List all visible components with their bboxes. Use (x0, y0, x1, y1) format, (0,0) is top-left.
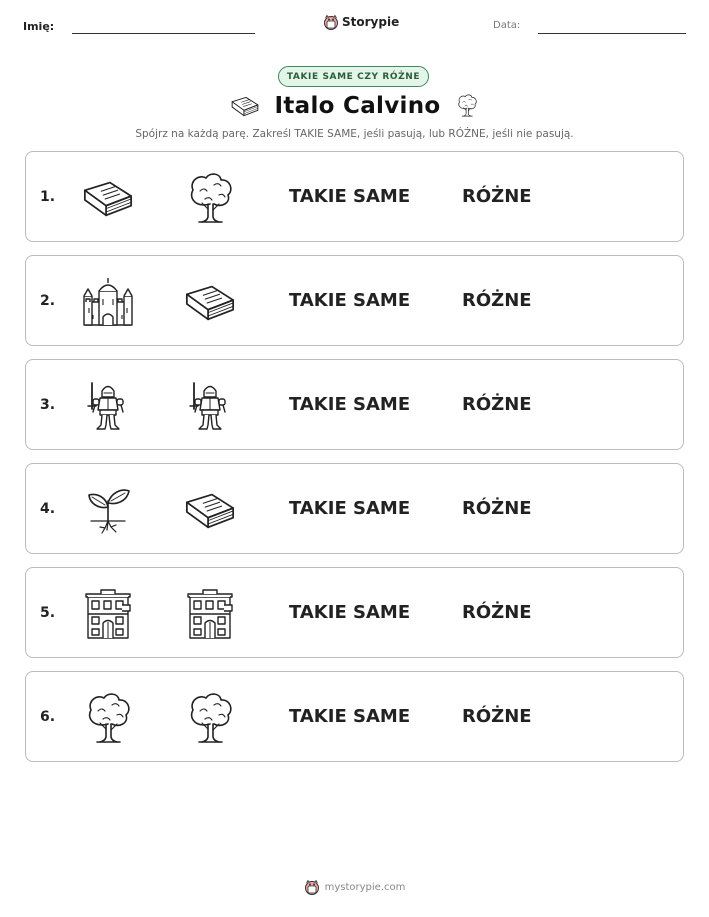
option-different[interactable]: RÓŻNE (462, 602, 532, 623)
worksheet-type-badge: TAKIE SAME CZY RÓŻNE (278, 66, 429, 87)
pair-row (25, 671, 684, 762)
castle-icon (81, 275, 135, 329)
book-icon (81, 171, 135, 225)
date-line[interactable] (538, 33, 686, 34)
option-same[interactable]: TAKIE SAME (289, 498, 411, 519)
tree-icon (455, 92, 479, 119)
row-number: 1. (40, 188, 56, 205)
tree-icon (183, 691, 237, 745)
row-number: 3. (40, 396, 56, 413)
name-label: Imię: (23, 20, 55, 33)
knight-icon (183, 379, 237, 433)
row-number: 5. (40, 604, 56, 621)
brand-name: Storypie (342, 15, 400, 29)
date-label: Data: (493, 20, 521, 31)
instructions: Spójrz na każdą parę. Zakreśl TAKIE SAME, jeśli pasują, lub RÓŻNE, jeśli nie pasują. (135, 128, 574, 140)
pair-row (25, 151, 684, 242)
option-different[interactable]: RÓŻNE (462, 706, 532, 727)
option-same[interactable]: TAKIE SAME (289, 394, 411, 415)
footer-url: mystorypie.com (324, 881, 406, 893)
book-icon (183, 275, 237, 329)
option-same[interactable]: TAKIE SAME (289, 706, 411, 727)
option-different[interactable]: RÓŻNE (462, 498, 532, 519)
pair-row (25, 567, 684, 658)
option-same[interactable]: TAKIE SAME (289, 186, 411, 207)
pair-row (25, 255, 684, 346)
brand (323, 14, 399, 30)
option-different[interactable]: RÓŻNE (462, 394, 532, 415)
pair-row (25, 359, 684, 450)
storypie-logo-icon (304, 879, 320, 895)
tree-icon (81, 691, 135, 745)
option-same[interactable]: TAKIE SAME (289, 602, 411, 623)
option-different[interactable]: RÓŻNE (462, 290, 532, 311)
book-icon (183, 483, 237, 537)
option-different[interactable]: RÓŻNE (462, 186, 532, 207)
option-same[interactable]: TAKIE SAME (289, 290, 411, 311)
knight-icon (81, 379, 135, 433)
title-row (0, 92, 709, 119)
storypie-logo-icon (323, 14, 339, 30)
tree-icon (183, 171, 237, 225)
building-icon (81, 587, 135, 641)
row-number: 6. (40, 708, 56, 725)
building-icon (183, 587, 237, 641)
row-number: 2. (40, 292, 56, 309)
book-icon (230, 94, 260, 118)
name-line[interactable] (72, 33, 255, 34)
footer (0, 879, 709, 895)
sprout-icon (81, 483, 135, 537)
page-title: Italo Calvino (274, 92, 441, 119)
row-number: 4. (40, 500, 56, 517)
pair-row (25, 463, 684, 554)
